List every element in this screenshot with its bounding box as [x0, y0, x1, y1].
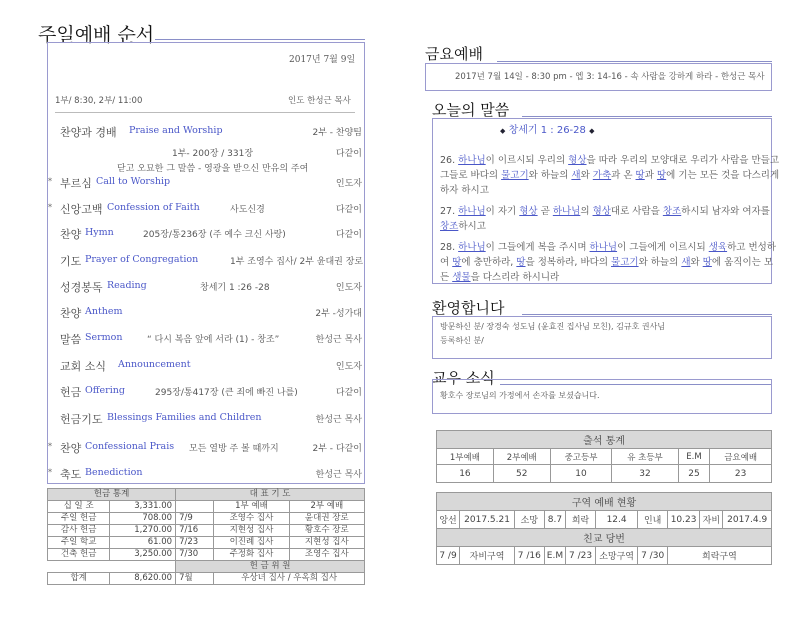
verse-26 [440, 153, 780, 198]
item-korean: 찬양과 경배 [60, 126, 117, 139]
fellowship-title: 친교 당번 [437, 529, 772, 547]
item-english: Hymn [85, 227, 114, 238]
highlighted-word[interactable]: 생물 [452, 272, 471, 283]
welcome-line2: 등록하신 분/ [440, 336, 484, 345]
verse-text: 와 하늘의 [528, 170, 572, 181]
highlighted-word[interactable]: 하나님 [458, 155, 486, 166]
attendance-header: 금요예배 [710, 449, 772, 465]
item-english: Confession of Faith [107, 202, 200, 213]
verse-text: 하고 번성하여 [440, 242, 776, 268]
fellowship-cell: 7 /30 [638, 547, 667, 565]
district-cell: 희락 [566, 511, 595, 529]
district-cell: 자비 [700, 511, 723, 529]
item-korean: 말씀 [60, 333, 82, 346]
item-english: Offering [85, 385, 125, 396]
highlighted-word[interactable]: 새 [571, 170, 581, 181]
highlighted-word[interactable]: 창조 [662, 206, 682, 217]
cell-amount: 3,250.00 [110, 549, 176, 561]
item-leader: 인도자 [335, 179, 362, 189]
cell-date: 7/16 [176, 525, 214, 537]
item-korean: 축도 [60, 468, 82, 481]
highlighted-word[interactable]: 땅 [702, 257, 712, 268]
committee-month: 7월 [176, 573, 214, 585]
item-korean: 찬양 [60, 442, 82, 455]
verse-text: 곧 [537, 206, 553, 217]
friday-text: 2017년 7월 14일 - 8:30 pm - 엡 3: 14-16 - 속 사람을 강하게 하라 - 한성근 목사 [455, 72, 765, 82]
verse-28 [440, 240, 780, 285]
verse-text: 27. [440, 206, 459, 217]
item-english: Benediction [85, 467, 143, 478]
item-korean: 부르심 [60, 177, 92, 190]
verse-text: 이 이르시되 우리의 [485, 155, 569, 166]
welcome-line1: 방문하신 분/ 장경숙 성도님 (윤효진 집사님 모친), 김규호 권사님 [440, 322, 666, 331]
verse-text: 에 충만하라, [461, 257, 517, 268]
item-english: Praise and Worship [129, 125, 223, 136]
title-underline [155, 39, 365, 40]
verse-text: 을 따라 우리의 모양대로 우리가 사람을 만들고 그들로 바다의 [440, 155, 779, 181]
item-korean: 교회 소식 [60, 360, 107, 373]
cell-amount: 61.00 [110, 537, 176, 549]
total-label: 합계 [48, 573, 110, 585]
verse-text: 이 그들에게 복을 주시며 [485, 242, 590, 253]
item-detail: 창세기 1 :26 -28 [200, 283, 270, 293]
verse-text: 을 다스리라 하시니라 [470, 272, 560, 283]
offering-header: 헌금 통계 [48, 489, 176, 501]
verse-27 [440, 204, 780, 234]
verse-text: 의 [580, 206, 593, 217]
reference-text: 창세기 1 : 26-28 [508, 125, 586, 136]
highlighted-word[interactable]: 물고기 [501, 170, 529, 181]
asterisk-icon: * [48, 442, 52, 451]
attendance-table [436, 430, 772, 483]
table-row [48, 549, 365, 561]
cell-date: 7/23 [176, 537, 214, 549]
friday-title: 금요예배 [425, 45, 483, 63]
fellowship-cell: 7 /9 [437, 547, 460, 565]
attendance-header: E.M [678, 449, 710, 465]
order-divider [55, 112, 355, 113]
attendance-value: 52 [493, 465, 550, 483]
item-leader: 다같이 [335, 388, 362, 398]
item-leader: 한성근 목사 [315, 415, 362, 425]
cell-b: 윤대권 장로 [289, 513, 364, 525]
attendance-header: 2부예배 [493, 449, 550, 465]
cell-date [176, 501, 214, 513]
item-english: Call to Worship [96, 176, 171, 187]
item-leader: 다같이 [335, 205, 362, 215]
asterisk-icon: * [48, 203, 52, 212]
verse-text: 과 [644, 170, 657, 181]
item-leader: 다같이 [335, 149, 362, 159]
cell-date: 7/30 [176, 549, 214, 561]
fellowship-cell: 희락구역 [667, 547, 771, 565]
cell-b: 황호수 장로 [289, 525, 364, 537]
highlighted-word[interactable]: 하나님 [458, 242, 486, 253]
verse-text: 28. [440, 242, 459, 253]
item-leader: 인도자 [335, 283, 362, 293]
item-leader: 2부 - 다같이 [312, 444, 362, 454]
order-title: 주일예배 순서 [38, 24, 155, 46]
asterisk-icon: * [48, 468, 52, 477]
fellowship-cell: 7 /23 [566, 547, 595, 565]
cell-amount: 708.00 [110, 513, 176, 525]
item-english: Announcement [118, 359, 191, 370]
cell-name: 주일 학교 [48, 537, 110, 549]
item-leader: 한성근 목사 [315, 335, 362, 345]
news-title: 교우 소식 [432, 369, 495, 387]
friday-underline [497, 61, 772, 62]
welcome-underline [522, 314, 772, 315]
item-english: Confessional Prais [85, 441, 175, 452]
word-title: 오늘의 말씀 [432, 101, 510, 119]
highlighted-word[interactable]: 형상 [519, 206, 538, 217]
item-english: Reading [107, 280, 147, 291]
highlighted-word[interactable]: 형상 [568, 155, 587, 166]
highlighted-word[interactable]: 생육 [708, 242, 728, 253]
highlighted-word[interactable]: 땅 [635, 170, 645, 181]
cell-a: 주정화 집사 [214, 549, 289, 561]
cell-a: 지현성 집사 [214, 525, 289, 537]
district-cell: 앙선 [437, 511, 460, 529]
attendance-value: 23 [710, 465, 772, 483]
cell-name: 십 일 조 [48, 501, 110, 513]
service-times: 1부/ 8:30, 2부/ 11:00 [55, 96, 143, 106]
cell-a: 이진례 집사 [214, 537, 289, 549]
item-leader: 2부 - 찬양팀 [312, 128, 362, 138]
verse-text: 와 [690, 257, 703, 268]
item-detail: 사도신경 [230, 205, 265, 215]
item-english: Blessings Families and Children [107, 412, 262, 423]
verse-text: 와 [580, 170, 593, 181]
cell-a: 1부 예배 [214, 501, 289, 513]
district-cell: 2017.4.9 [723, 511, 772, 529]
verse-text: 이 자기 [485, 206, 520, 217]
table-row [48, 513, 365, 525]
item-detail: “ 다시 복음 앞에 서라 (1) - 창조” [147, 335, 280, 345]
word-underline [522, 116, 772, 117]
highlighted-word[interactable]: 땅 [656, 170, 667, 181]
cell-name: 주일 헌금 [48, 513, 110, 525]
fellowship-cell: 소망구역 [595, 547, 638, 565]
item-detail: 모든 열방 주 볼 때까지 [189, 444, 279, 454]
highlighted-word[interactable]: 물고기 [611, 257, 639, 268]
committee-header: 헌 금 위 원 [176, 561, 365, 573]
fellowship-cell: 자비구역 [460, 547, 515, 565]
highlighted-word[interactable]: 땅 [516, 257, 526, 268]
verse-text: 대로 사람을 [610, 206, 663, 217]
table-row [48, 525, 365, 537]
cell-b: 2부 예배 [289, 501, 364, 513]
attendance-header: 유 초등부 [612, 449, 678, 465]
highlighted-word[interactable]: 형상 [592, 206, 611, 217]
attendance-value: 10 [550, 465, 612, 483]
fellowship-cell: 7 /16 [515, 547, 544, 565]
highlighted-word[interactable]: 새 [681, 257, 691, 268]
district-cell: 12.4 [595, 511, 638, 529]
cell-b: 조영수 집사 [289, 549, 364, 561]
item-leader: 인도자 [335, 362, 362, 372]
highlighted-word[interactable]: 창조 [440, 221, 459, 232]
verse-text: 에 기는 모든 것을 다스리게 하자 하시고 [440, 170, 780, 196]
district-table [436, 492, 772, 565]
verse-text: 과 온 [611, 170, 636, 181]
district-cell: 10.23 [667, 511, 699, 529]
item-detail: 295장/통417장 (큰 죄에 빠진 나를) [155, 388, 298, 398]
verse-text: 26. [440, 155, 459, 166]
item-detail: 1부- 200장 / 331장 [172, 149, 254, 159]
total-amount: 8,620.00 [110, 573, 176, 585]
diamond-left-icon: ◆ [500, 127, 506, 135]
district-cell: 인내 [638, 511, 667, 529]
order-date: 2017년 7월 9일 [289, 55, 356, 65]
attendance-value: 25 [678, 465, 710, 483]
item-korean: 기도 [60, 255, 82, 268]
table-row [48, 537, 365, 549]
verse-text: 하시고 [458, 221, 486, 232]
highlighted-word[interactable]: 가축 [592, 170, 612, 181]
cell-name: 건축 헌금 [48, 549, 110, 561]
attendance-header: 중고등부 [550, 449, 612, 465]
item-leader: 다같이 [335, 230, 362, 240]
diamond-right-icon: ◆ [589, 127, 595, 135]
attendance-title: 출석 통계 [437, 431, 772, 449]
verse-text: 하시되 남자와 여자를 [681, 206, 770, 217]
verse-text: 와 하늘의 [638, 257, 682, 268]
district-cell: 2017.5.21 [460, 511, 515, 529]
cell-b: 지현성 집사 [289, 537, 364, 549]
cell-name: 감사 헌금 [48, 525, 110, 537]
table-row [48, 501, 365, 513]
presider: 인도 한성근 목사 [288, 96, 351, 106]
district-cell: 8.7 [544, 511, 566, 529]
item-leader: 2부 -성가대 [315, 309, 362, 319]
asterisk-icon: * [48, 177, 52, 186]
item-english: Anthem [85, 306, 123, 317]
item-korean: 헌금기도 [60, 413, 103, 426]
highlighted-word[interactable]: 땅 [452, 257, 462, 268]
item-detail: 1부 조영수 집사/ 2부 윤대권 장로 [230, 257, 364, 267]
item-leader: 한성근 목사 [315, 470, 362, 480]
verse-text: 을 정복하라, 바다의 [525, 257, 612, 268]
fellowship-cell: E.M [544, 547, 566, 565]
cell-a: 조영수 집사 [214, 513, 289, 525]
committee-names: 우상녀 집사 / 우옥희 집사 [214, 573, 365, 585]
item-detail: 닫고 오묘한 그 말씀 - 영광을 받으신 만유의 주여 [117, 164, 309, 174]
item-detail: 205장/통236장 (주 예수 크신 사랑) [143, 230, 286, 240]
word-reference [500, 121, 594, 136]
cell-date: 7/9 [176, 513, 214, 525]
prayer-header: 대 표 기 도 [176, 489, 365, 501]
item-korean: 찬양 [60, 228, 82, 241]
item-korean: 신앙고백 [60, 203, 103, 216]
verse-text: 에 움직이는 모든 [440, 257, 773, 283]
item-english: Prayer of Congregation [85, 254, 199, 265]
verse-text: 이 그들에게 이르시되 [617, 242, 709, 253]
attendance-header: 1부예배 [437, 449, 494, 465]
highlighted-word[interactable]: 하나님 [552, 206, 581, 217]
item-english: Sermon [85, 332, 123, 343]
offering-table [47, 488, 365, 585]
attendance-value: 16 [437, 465, 494, 483]
welcome-title: 환영합니다 [432, 299, 505, 317]
attendance-value: 32 [612, 465, 678, 483]
highlighted-word[interactable]: 하나님 [589, 242, 618, 253]
item-korean: 성경봉독 [60, 281, 103, 294]
highlighted-word[interactable]: 하나님 [458, 206, 486, 217]
item-korean: 찬양 [60, 307, 82, 320]
news-line1: 황호수 장로님의 가정에서 손자를 보셨습니다. [440, 391, 600, 400]
cell-amount: 1,270.00 [110, 525, 176, 537]
district-cell: 소망 [515, 511, 544, 529]
district-title: 구역 예배 현황 [437, 493, 772, 511]
cell-amount: 3,331.00 [110, 501, 176, 513]
item-korean: 헌금 [60, 386, 82, 399]
